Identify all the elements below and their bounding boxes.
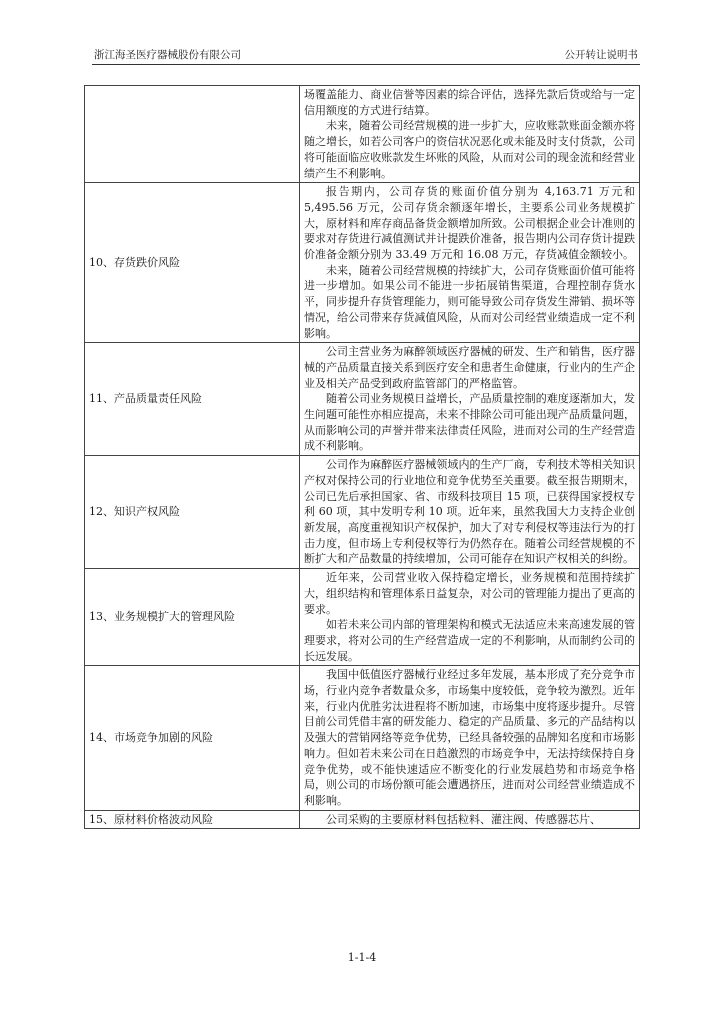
risk-paragraph: 公司采购的主要原材料包括粒料、灌注阀、传感器芯片、 bbox=[326, 812, 601, 826]
page-number: 1-1-4 bbox=[347, 951, 377, 964]
table-row bbox=[85, 810, 640, 829]
table-row bbox=[85, 666, 640, 810]
risk-description-cell bbox=[300, 343, 640, 456]
risk-description-cell bbox=[300, 666, 640, 810]
risk-name-cell: 15、原材料价格波动风险 bbox=[85, 810, 300, 829]
risk-paragraph: 未来，随着公司经营规模的进一步扩大，应收账款账面金额亦将随之增长，如若公司客户的资信状况恶化或未能及时支付货款，公司将可能面临应收账款发生坏账的风险，从而对公司的现金流和经营业绩产生不利影响。 bbox=[304, 119, 635, 180]
risk-paragraph: 如若未来公司内部的管理架构和模式无法适应未来高速发展的管理要求，将对公司的生产经营造成一定的不利影响，从而制约公司的长远发展。 bbox=[304, 618, 635, 663]
risk-paragraph: 场覆盖能力、商业信誉等因素的综合评估，选择先款后货或给与一定信用额度的方式进行结算。 bbox=[304, 88, 635, 117]
header-company-name: 浙江海圣医疗器械股份有限公司 bbox=[94, 49, 241, 61]
risk-paragraph: 我国中低值医疗器械行业经过多年发展，基本形成了充分竞争市场，行业内竞争者数量众多，市场集中度较低，竞争较为激烈。近年来，行业内优胜劣汰进程将不断加速，市场集中度将逐步提升。尽管目前公司凭借丰富的研发能力、稳定的产品质量、多元的产品结构以及强大的营销网络等竞争优势，已经具备较强的品牌知名度和市场影响力。但如若未来公司在日趋激烈的市场竞争中，无法持续保持自身竞争优势，或不能快速适应不断变化的行业发展趋势和市场竞争格局，则公司的市场份额可能会遭遇挤压，进而对公司经营业绩造成不利影响。 bbox=[304, 668, 635, 807]
risk-factor-table bbox=[84, 85, 640, 829]
risk-description-cell bbox=[300, 569, 640, 666]
risk-name-cell: 12、知识产权风险 bbox=[85, 456, 300, 569]
table-row bbox=[85, 456, 640, 569]
risk-paragraph: 未来，随着公司经营规模的持续扩大，公司存货账面价值可能将进一步增加。如果公司不能进一步拓展销售渠道，合理控制存货水平，同步提升存货管理能力，则可能导致公司存货发生滞销、损坏等情况，给公司带来存货减值风险，从而对公司经营业绩造成一定不利影响。 bbox=[304, 263, 635, 340]
risk-name-cell: 14、市场竞争加剧的风险 bbox=[85, 666, 300, 810]
header-document-title: 公开转让说明书 bbox=[564, 49, 638, 61]
page-header bbox=[92, 44, 640, 65]
risk-paragraph: 公司主营业务为麻醉领域医疗器械的研发、生产和销售，医疗器械的产品质量直接关系到医疗安全和患者生命健康，行业内的生产企业及相关产品受到政府监管部门的严格监管。 bbox=[304, 345, 635, 390]
risk-name-cell bbox=[85, 86, 300, 183]
table-row bbox=[85, 183, 640, 343]
risk-paragraph: 随着公司业务规模日益增长，产品质量控制的难度逐渐加大，发生问题可能性亦相应提高，未来不排除公司可能出现产品质量问题，从而影响公司的声誉并带来法律责任风险，进而对公司的生产经营造成不利影响。 bbox=[304, 392, 635, 453]
risk-name-cell: 10、存货跌价风险 bbox=[85, 183, 300, 343]
risk-name-cell: 13、业务规模扩大的管理风险 bbox=[85, 569, 300, 666]
risk-description-cell bbox=[300, 183, 640, 343]
risk-paragraph: 公司作为麻醉医疗器械领域内的生产厂商，专利技术等相关知识产权对保持公司的行业地位和竞争优势至关重要。截至报告期期末，公司已先后承担国家、省、市级科技项目 15 项，已获得国家授权专利 60 项，其中发明专利 10 项。近年来，虽然我国大力支持企业创新发展，高度重视知识产权保护，加大了对专利侵权等违法行为的打击力度，但市场上专利侵权等行为仍然存在。随着公司经营规模的不断扩大和产品数量的持续增加，公司可能存在知识产权相关的纠纷。 bbox=[304, 458, 635, 566]
table-row bbox=[85, 343, 640, 456]
risk-table-body bbox=[85, 86, 640, 829]
risk-description-cell bbox=[300, 810, 640, 829]
risk-paragraph: 近年来，公司营业收入保持稳定增长，业务规模和范围持续扩大，组织结构和管理体系日益复杂，对公司的管理能力提出了更高的要求。 bbox=[304, 571, 635, 616]
risk-paragraph: 报告期内，公司存货的账面价值分别为 4,163.71 万元和 5,495.56 万元，公司存货余额逐年增长，主要系公司业务规模扩大，原材料和库存商品备货金额增加所致。公司根据企业会计准则的要求对存货进行减值测试并计提跌价准备，报告期内公司存货计提跌价准备金额分别为 33.49 万元和 16.08 万元，存货减值金额较小。 bbox=[304, 185, 635, 262]
risk-name-cell: 11、产品质量责任风险 bbox=[85, 343, 300, 456]
table-row bbox=[85, 86, 640, 183]
risk-description-cell bbox=[300, 456, 640, 569]
risk-description-cell bbox=[300, 86, 640, 183]
table-row bbox=[85, 569, 640, 666]
